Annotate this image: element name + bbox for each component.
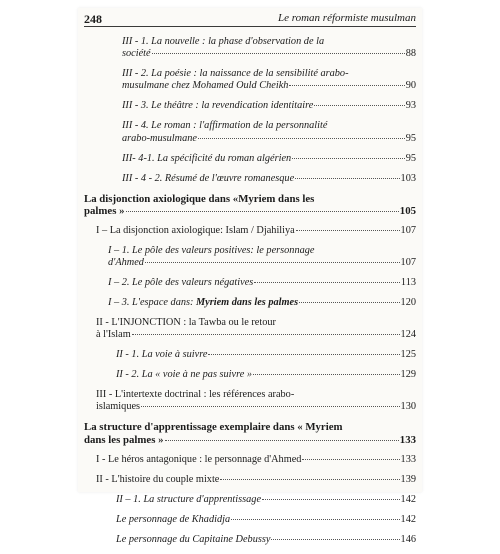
page-header [84,10,416,27]
toc-entry [84,153,416,165]
toc-page-number: 107 [400,257,416,269]
toc-entry-title: II - L'histoire du couple mixte [96,473,220,485]
toc-entry-title: I – 1. Le pôle des valeurs positives: le personnage [108,244,315,256]
toc-entry [84,369,416,381]
dot-leader [296,230,400,231]
toc-entry [84,317,416,341]
toc-entry-title: I – La disjonction axiologique: Islam / Djahiliya [96,224,295,236]
toc-entry [84,120,416,144]
book-page [78,8,422,545]
toc-entry [84,193,416,217]
dot-leader [271,539,399,540]
toc-entry-title: III - 4 - 2. Résumé de l'œuvre romanesque [122,172,295,184]
toc-entry-title: à l'Islam [96,329,131,341]
toc-page-number: 95 [405,152,416,164]
toc-entry [84,514,416,526]
toc-page-number: 90 [405,80,416,92]
toc-entry-title: III - 3. Le théâtre : la revendication identitaire [122,100,314,112]
toc-entry-title: islamiques [96,401,141,413]
toc-page-number: 130 [400,401,416,413]
toc-entry-title: dans les palmes » [84,433,164,446]
toc-entry-title: I - Le héros antagonique : le personnage d'Ahmed [96,453,302,465]
toc-entry [84,36,416,60]
toc-entry [84,68,416,92]
toc-page-number: 124 [400,329,416,341]
dot-leader [299,302,399,303]
dot-leader [231,519,399,520]
toc-entry-title: Le personnage du Capitaine Debussy [116,533,271,545]
toc-entry [84,225,416,237]
toc-entry-title: II - 2. La « voie à ne pas suivre » [116,369,253,381]
page-number: 248 [84,12,102,26]
toc-page-number: 103 [400,172,416,184]
book-title-emphasis: Myriem dans les palmes [196,297,299,309]
toc-entry-title: II - L'INJONCTION : la Tawba ou le retour [96,317,276,329]
running-head: Le roman réformiste musulman [277,12,416,24]
toc-page-number: 139 [400,473,416,485]
dot-leader [289,85,404,86]
toc-entry-title: I – 3. L'espace dans: Myriem dans les palmes [108,297,299,309]
table-of-contents [84,36,416,554]
toc-entry-title: III - L'intertexte doctrinal : les références arabo- [96,389,295,401]
toc-entry-title: société [122,48,151,60]
dot-leader [292,158,405,159]
dot-leader [220,479,399,480]
dot-leader [314,105,404,106]
dot-leader [302,459,399,460]
toc-page-number: 125 [400,349,416,361]
toc-page-number: 105 [399,204,416,217]
toc-entry [84,534,416,546]
toc-page-number: 107 [400,224,416,236]
toc-page-number: 133 [400,453,416,465]
dot-leader [295,178,399,179]
dot-leader [126,211,399,212]
toc-entry [84,421,416,445]
toc-entry-title: II - 1. La voie à suivre [116,349,208,361]
toc-entry [84,474,416,486]
toc-entry-title: III - 1. La nouvelle : la phase d'observation de la [122,36,325,47]
toc-page-number: 142 [400,493,416,505]
toc-entry-title: I – 2. Le pôle des valeurs négatives [108,277,254,289]
toc-entry-title: Le personnage de Khadidja [116,513,231,525]
dot-leader [132,334,400,335]
toc-entry-title: La disjonction axiologique dans «Myriem dans les [84,192,315,205]
dot-leader [152,53,405,54]
toc-page-number: 113 [400,277,416,289]
toc-entry [84,297,416,309]
toc-page-number: 129 [400,369,416,381]
toc-entry-title: III - 4. Le roman : l'affirmation de la personnalité [122,120,328,132]
toc-page-number: 120 [400,297,416,309]
dot-leader [165,440,399,441]
toc-page-number: 95 [405,132,416,144]
toc-entry [84,173,416,185]
toc-entry-title: arabo-musulmane [122,132,197,144]
toc-entry [84,454,416,466]
toc-entry [84,245,416,269]
toc-entry [84,349,416,361]
toc-entry-title: d'Ahmed [108,257,144,269]
toc-page-number: 88 [405,48,416,60]
toc-entry-title: La structure d'apprentissage exemplaire dans « Myriem [84,421,343,434]
dot-leader [141,406,400,407]
dot-leader [254,282,400,283]
dot-leader [253,374,400,375]
toc-entry [84,277,416,289]
dot-leader [145,262,400,263]
toc-page-number: 133 [399,433,416,446]
dot-leader [208,354,399,355]
toc-entry-title: III - 2. La poésie : la naissance de la sensibilité arabo- [122,68,349,80]
toc-page-number: 93 [405,100,416,112]
toc-entry-title: III- 4-1. La spécificité du roman algérien [122,152,292,164]
toc-entry-title: II – 1. La structure d'apprentissage [116,493,262,505]
toc-entry-title: palmes » [84,204,125,217]
toc-page-number: 146 [400,533,416,545]
toc-entry-title: musulmane chez Mohamed Ould Cheikh [122,80,289,92]
toc-entry [84,100,416,112]
dot-leader [262,499,400,500]
toc-page-number: 142 [400,513,416,525]
dot-leader [198,138,405,139]
toc-entry [84,389,416,413]
